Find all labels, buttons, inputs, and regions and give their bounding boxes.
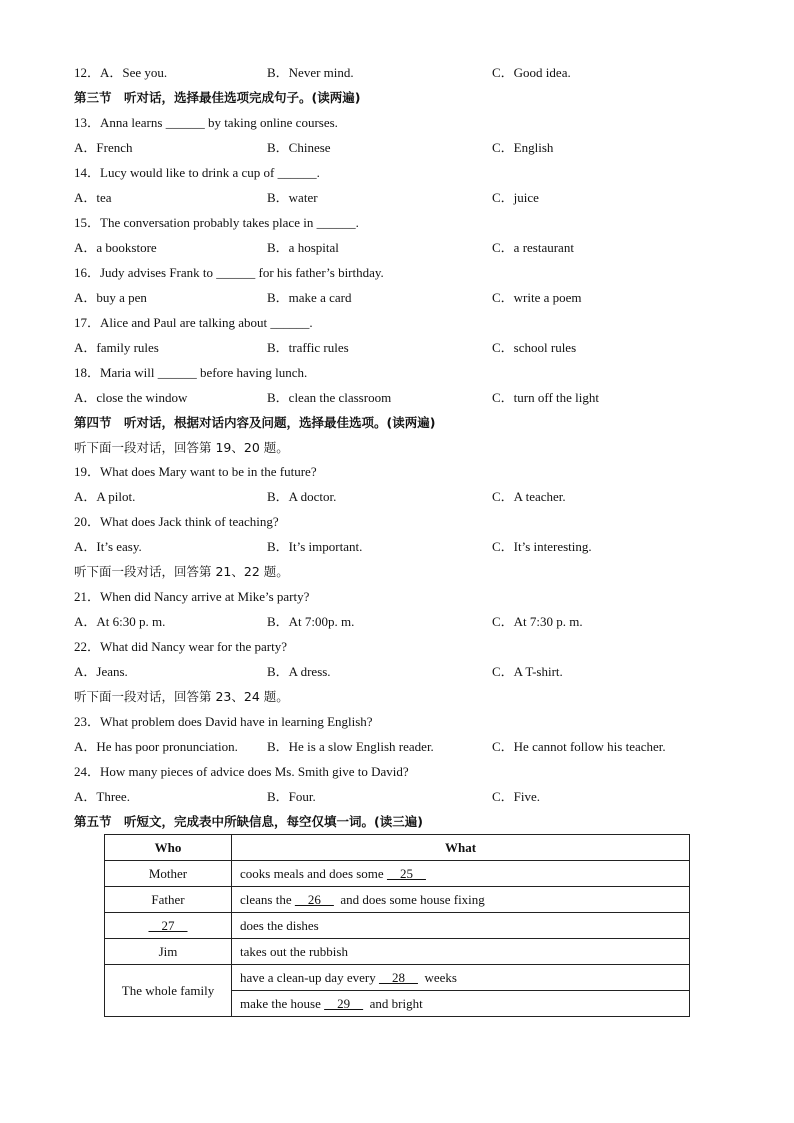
q22-option-a[interactable]: A．Jeans. xyxy=(74,664,128,679)
who-cell xyxy=(105,913,232,939)
q16-option-b[interactable]: B．make a card xyxy=(267,290,352,305)
q14-option-b[interactable]: B．water xyxy=(267,190,318,205)
header-who: Who xyxy=(105,835,232,861)
q20-option-c[interactable]: C．It’s interesting. xyxy=(492,539,592,554)
q23-option-c[interactable]: C．He cannot follow his teacher. xyxy=(492,739,666,754)
q21-option-c[interactable]: C．At 7:30 p. m. xyxy=(492,614,583,629)
q21-stem: 21．When did Nancy arrive at Mike’s party? xyxy=(74,589,310,604)
q20-options xyxy=(74,538,714,556)
q21-option-a[interactable]: A．At 6:30 p. m. xyxy=(74,614,166,629)
q14-option-a[interactable]: A．tea xyxy=(74,190,112,205)
q19-option-a[interactable]: A．A pilot. xyxy=(74,489,136,504)
q23-options xyxy=(74,738,714,756)
q16-option-a[interactable]: A．buy a pen xyxy=(74,290,147,305)
q13-option-b[interactable]: B．Chinese xyxy=(267,140,331,155)
q18-option-b[interactable]: B．clean the classroom xyxy=(267,390,392,405)
table-row xyxy=(105,861,690,887)
what-text-after: and bright xyxy=(363,995,423,1011)
q12-option-c[interactable]: C．Good idea. xyxy=(492,65,571,80)
table-row xyxy=(105,913,690,939)
q24-option-a[interactable]: A．Three. xyxy=(74,789,130,804)
q24-option-c[interactable]: C．Five. xyxy=(492,789,541,804)
table-row xyxy=(105,887,690,913)
q13-option-c[interactable]: C．English xyxy=(492,140,554,155)
q17-option-c[interactable]: C．school rules xyxy=(492,340,577,355)
q18-option-c[interactable]: C．turn off the light xyxy=(492,390,600,405)
q19-option-c[interactable]: C．A teacher. xyxy=(492,489,566,504)
q18-option-a[interactable]: A．close the window xyxy=(74,390,188,405)
q24-stem: 24．How many pieces of advice does Ms. Smith give to David? xyxy=(74,764,409,779)
q20-option-a[interactable]: A．It’s easy. xyxy=(74,539,142,554)
blank-26[interactable]: 26 xyxy=(294,891,334,907)
blank-27[interactable]: 27 xyxy=(148,917,188,933)
q14-option-c[interactable]: C．juice xyxy=(492,190,539,205)
q17-stem: 17．Alice and Paul are talking about ______. xyxy=(74,315,313,330)
q24-options xyxy=(74,788,714,806)
section3-title: 第三节 听对话，选择最佳选项完成句子。(读两遍) xyxy=(74,90,361,105)
q18-options xyxy=(74,389,714,407)
q20-option-b[interactable]: B．It’s important. xyxy=(267,539,363,554)
chores-table xyxy=(104,834,690,1017)
what-cell: takes out the rubbish xyxy=(232,939,690,965)
q23-option-b[interactable]: B．He is a slow English reader. xyxy=(267,739,434,754)
what-text: make the house xyxy=(240,995,325,1011)
table-row xyxy=(105,965,690,991)
q15-option-b[interactable]: B．a hospital xyxy=(267,240,339,255)
q15-options xyxy=(74,239,714,257)
q22-stem: 22．What did Nancy wear for the party? xyxy=(74,639,287,654)
q16-option-c[interactable]: C．write a poem xyxy=(492,290,582,305)
what-cell: does the dishes xyxy=(232,913,690,939)
q23-stem: 23．What problem does David have in learning English? xyxy=(74,714,373,729)
q24-option-b[interactable]: B．Four. xyxy=(267,789,316,804)
instruction-19-20: 听下面一段对话，回答第 19、20 题。 xyxy=(74,440,289,455)
blank-25[interactable]: 25 xyxy=(386,865,426,881)
who-cell: Father xyxy=(105,887,232,913)
section4-title: 第四节 听对话，根据对话内容及问题，选择最佳选项。(读两遍) xyxy=(74,415,436,430)
table-header-row xyxy=(105,835,690,861)
q17-options xyxy=(74,339,714,357)
q23-option-a[interactable]: A．He has poor pronunciation. xyxy=(74,739,238,754)
q14-stem: 14．Lucy would like to drink a cup of ______. xyxy=(74,165,320,180)
q22-options xyxy=(74,663,714,681)
q13-stem: 13．Anna learns ______ by taking online courses. xyxy=(74,115,338,130)
q12-option-b[interactable]: B．Never mind. xyxy=(267,65,354,80)
who-cell: Jim xyxy=(105,939,232,965)
q19-options xyxy=(74,488,714,506)
q22-option-c[interactable]: C．A T-shirt. xyxy=(492,664,563,679)
what-text-after: and does some house fixing xyxy=(333,891,485,907)
what-cell xyxy=(232,965,690,991)
q15-option-c[interactable]: C．a restaurant xyxy=(492,240,574,255)
what-cell xyxy=(232,887,690,913)
q15-option-a[interactable]: A．a bookstore xyxy=(74,240,157,255)
who-cell: Mother xyxy=(105,861,232,887)
q22-option-b[interactable]: B．A dress. xyxy=(267,664,331,679)
q21-option-b[interactable]: B．At 7:00p. m. xyxy=(267,614,355,629)
blank-28[interactable]: 28 xyxy=(378,969,418,985)
what-text-after: weeks xyxy=(417,969,457,985)
q17-option-b[interactable]: B．traffic rules xyxy=(267,340,349,355)
what-cell xyxy=(232,991,690,1017)
q21-options xyxy=(74,613,714,631)
q12-option-a[interactable]: 12．A．See you. xyxy=(74,65,168,80)
who-cell: The whole family xyxy=(105,965,232,1017)
section5-title: 第五节 听短文，完成表中所缺信息，每空仅填一词。(读三遍) xyxy=(74,814,423,829)
header-what: What xyxy=(232,835,690,861)
q13-option-a[interactable]: A．French xyxy=(74,140,133,155)
q17-option-a[interactable]: A．family rules xyxy=(74,340,159,355)
q14-options xyxy=(74,189,714,207)
instruction-21-22: 听下面一段对话，回答第 21、22 题。 xyxy=(74,564,289,579)
blank-29[interactable]: 29 xyxy=(324,995,364,1011)
q13-options xyxy=(74,139,714,157)
q16-options xyxy=(74,289,714,307)
instruction-23-24: 听下面一段对话，回答第 23、24 题。 xyxy=(74,689,289,704)
table-row xyxy=(105,939,690,965)
what-text: cleans the xyxy=(240,891,295,907)
what-text: cooks meals and does some xyxy=(240,865,387,881)
q12-options xyxy=(74,64,714,82)
what-cell xyxy=(232,861,690,887)
what-text: have a clean-up day every xyxy=(240,969,379,985)
q15-stem: 15．The conversation probably takes place in ______. xyxy=(74,215,359,230)
q20-stem: 20．What does Jack think of teaching? xyxy=(74,514,279,529)
q19-option-b[interactable]: B．A doctor. xyxy=(267,489,337,504)
q16-stem: 16．Judy advises Frank to ______ for his father’s birthday. xyxy=(74,265,384,280)
q19-stem: 19．What does Mary want to be in the future? xyxy=(74,464,317,479)
q18-stem: 18．Maria will ______ before having lunch. xyxy=(74,365,308,380)
